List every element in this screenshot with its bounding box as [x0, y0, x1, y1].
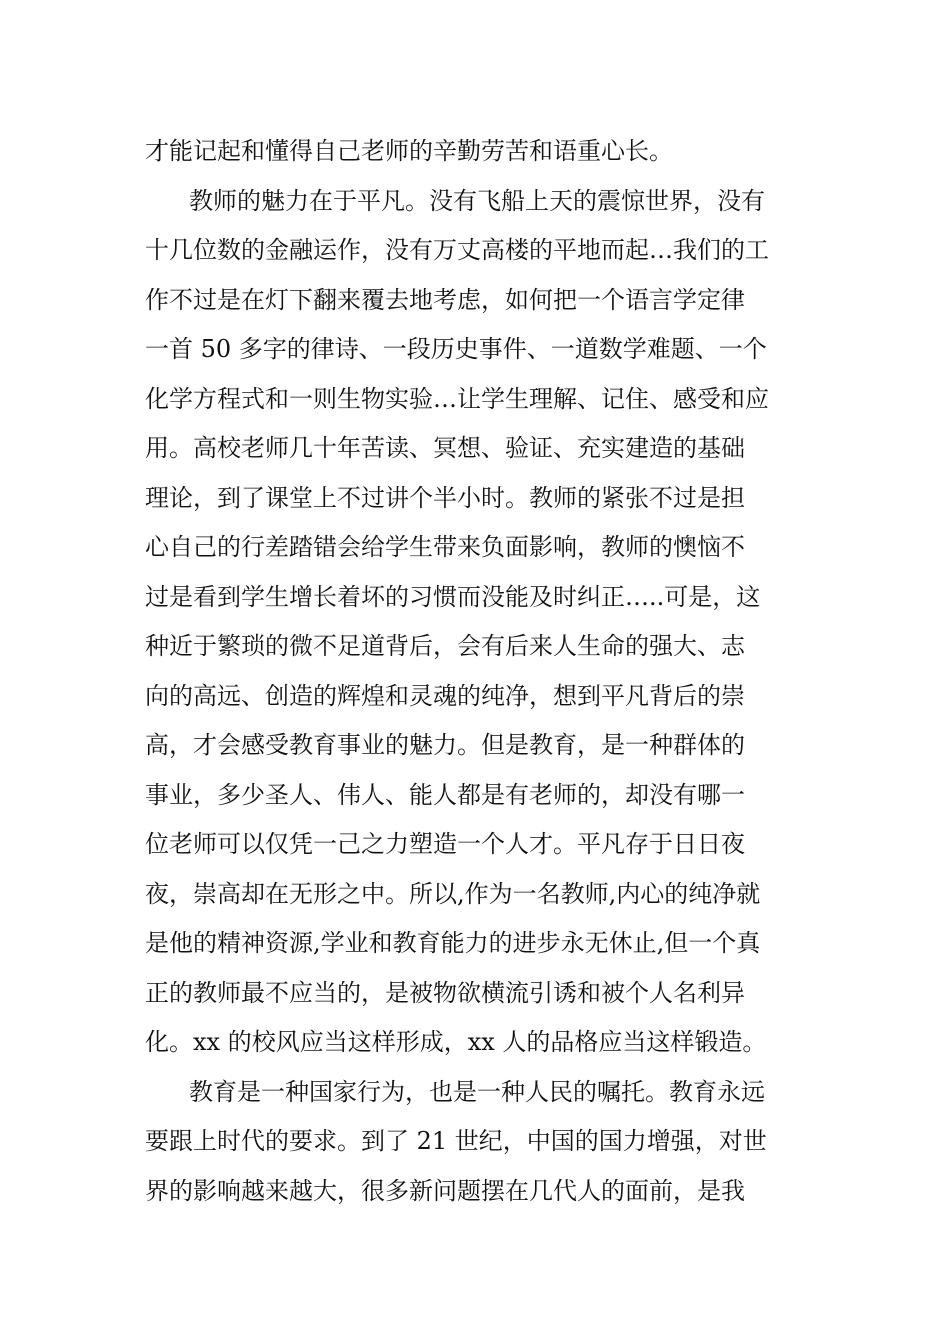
text-line: 种近于繁琐的微不足道背后，会有后来人生命的强大、志 — [145, 632, 745, 660]
text-line: 心自己的行差踏错会给学生带来负面影响，教师的懊恼不 — [145, 533, 745, 561]
text-line: 才能记起和懂得自己老师的辛勤劳苦和语重心长。 — [145, 137, 673, 165]
text-line: 高，才会感受教育事业的魅力。但是教育，是一种群体的 — [145, 731, 745, 759]
text-line: 理论，到了课堂上不过讲个半小时。教师的紧张不过是担 — [145, 483, 745, 512]
text-line: 正的教师最不应当的，是被物欲横流引诱和被个人名利异 — [145, 978, 745, 1007]
body-text — [145, 127, 810, 1216]
text-line: 十几位数的金融运作，没有万丈高楼的平地而起…我们的工 — [145, 236, 769, 264]
text-line: 是他的精神资源,学业和教育能力的进步永无休止,但一个真 — [145, 929, 761, 957]
text-line: 位老师可以仅凭一己之力塑造一个人才。平凡存于日日夜 — [145, 830, 745, 858]
paragraph-start-line: 教师的魅力在于平凡。没有飞船上天的震惊世界，没有 — [189, 186, 765, 215]
text-line: 界的影响越来越大，很多新问题摆在几代人的面前，是我 — [145, 1176, 745, 1205]
text-line: 一首 50 多字的律诗、一段历史事件、一道数学难题、一个 — [145, 335, 767, 363]
text-line: 化学方程式和一则生物实验…让学生理解、记住、感受和应 — [145, 384, 769, 413]
text-line: 化。xx 的校风应当这样形成，xx 人的品格应当这样锻造。 — [145, 1028, 767, 1056]
text-line: 用。高校老师几十年苦读、冥想、验证、充实建造的基础 — [145, 434, 745, 462]
text-line: 过是看到学生增长着坏的习惯而没能及时纠正…..可是，这 — [145, 582, 761, 611]
text-line: 向的高远、创造的辉煌和灵魂的纯净，想到平凡背后的崇 — [145, 681, 745, 710]
text-line: 夜，崇高却在无形之中。所以,作为一名教师,内心的纯净就 — [145, 879, 761, 908]
text-line: 事业，多少圣人、伟人、能人都是有老师的，却没有哪一 — [145, 780, 745, 809]
paragraph-start-line: 教育是一种国家行为，也是一种人民的嘱托。教育永远 — [189, 1077, 765, 1106]
text-line: 要跟上时代的要求。到了 21 世纪，中国的国力增强，对世 — [145, 1127, 767, 1155]
text-line: 作不过是在灯下翻来覆去地考虑，如何把一个语言学定律 — [145, 285, 745, 314]
